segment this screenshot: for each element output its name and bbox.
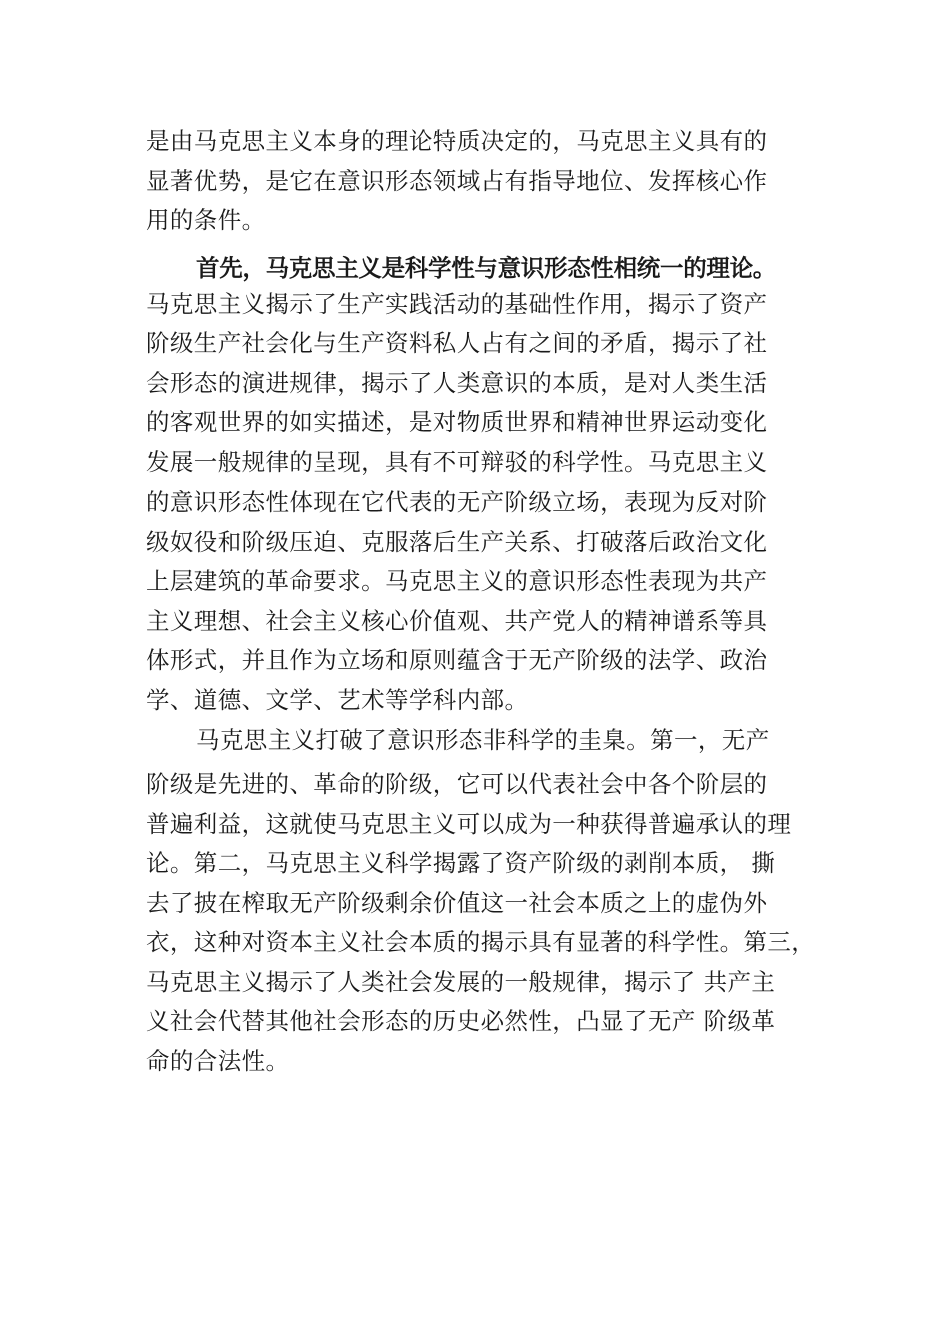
- paragraph-2-line-3: 会形态的演进规律，揭示了人类意识的本质，是对人类生活: [146, 369, 768, 397]
- paragraph-3-line-7: 马克思主义揭示了人类社会发展的一般规律，揭示了 共产主: [146, 968, 776, 996]
- paragraph-3-line-2: 阶级是先进的、革命的阶级，它可以代表社会中各个阶层的: [146, 770, 768, 798]
- paragraph-1-line-3: 用的条件。: [146, 206, 266, 234]
- paragraph-3-line-8: 义社会代替其他社会形态的历史必然性，凸显了无产 阶级革: [146, 1007, 776, 1035]
- paragraph-3-line-5: 去了披在榨取无产阶级剩余价值这一社会本质之上的虚伪外: [146, 889, 768, 917]
- paragraph-2-heading: 首先，马克思主义是科学性与意识形态性相统一的理论。: [196, 254, 776, 282]
- paragraph-3-line-1: 马克思主义打破了意识形态非科学的圭臬。第一，无产: [196, 726, 770, 754]
- paragraph-2-line-9: 主义理想、社会主义核心价值观、共产党人的精神谱系等具: [146, 607, 768, 635]
- paragraph-3-line-6: 衣，这种对资本主义社会本质的揭示具有显著的科学性。第三，: [146, 928, 816, 956]
- paragraph-2-line-4: 的客观世界的如实描述，是对物质世界和精神世界运动变化: [146, 408, 768, 436]
- paragraph-1-line-2: 显著优势，是它在意识形态领域占有指导地位、发挥核心作: [146, 167, 768, 195]
- paragraph-3-line-3: 普遍利益，这就使马克思主义可以成为一种获得普遍承认的理: [146, 810, 792, 838]
- paragraph-1-line-1: 是由马克思主义本身的理论特质决定的，马克思主义具有的: [146, 127, 768, 155]
- paragraph-2-line-5: 发展一般规律的呈现，具有不可辩驳的科学性。马克思主义: [146, 448, 768, 476]
- paragraph-2-line-10: 体形式，并且作为立场和原则蕴含于无产阶级的法学、政治: [146, 646, 768, 674]
- paragraph-2-line-8: 上层建筑的革命要求。马克思主义的意识形态性表现为共产: [146, 567, 768, 595]
- paragraph-2-line-1: 马克思主义揭示了生产实践活动的基础性作用，揭示了资产: [146, 290, 768, 318]
- paragraph-2-line-6: 的意识形态性体现在它代表的无产阶级立场，表现为反对阶: [146, 488, 768, 516]
- paragraph-3-line-4: 论。第二，马克思主义科学揭露了资产阶级的剥削本质， 撕: [146, 849, 776, 877]
- paragraph-2-line-2: 阶级生产社会化与生产资料私人占有之间的矛盾，揭示了社: [146, 329, 768, 357]
- paragraph-2-line-7: 级奴役和阶级压迫、克服落后生产关系、打破落后政治文化: [146, 528, 768, 556]
- paragraph-3-line-9: 命的合法性。: [146, 1047, 290, 1075]
- paragraph-2-line-11: 学、道德、文学、艺术等学科内部。: [146, 686, 529, 714]
